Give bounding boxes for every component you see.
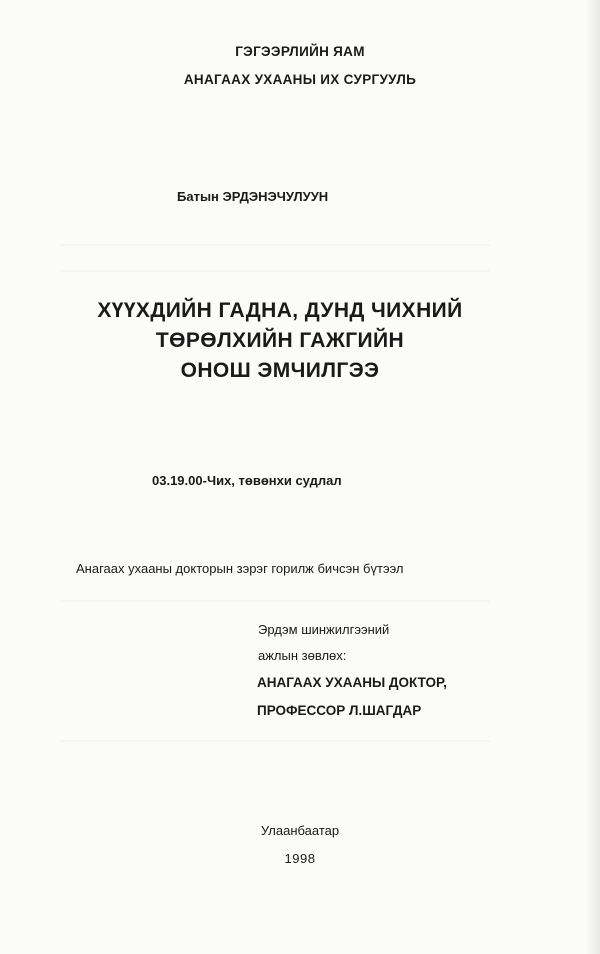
- specialty-name: -Чих, төвөнхи судлал: [202, 473, 342, 488]
- bleed-through-line: [60, 740, 490, 742]
- ministry-name: ГЭГЭЭРЛИЙН ЯАМ: [235, 44, 365, 59]
- thesis-title-line: ТӨРӨЛХИЙН ГАЖГИЙН: [155, 329, 405, 352]
- degree-statement: Анагаах ухааны докторын зэрэг горилж бичсэн бүтээл: [76, 561, 404, 576]
- advisor-label: ажлын зөвлөх:: [258, 648, 347, 663]
- place-of-publication: Улаанбаатар: [260, 823, 340, 838]
- bleed-through-line: [60, 270, 490, 272]
- page-edge-shadow: [586, 0, 600, 954]
- advisor-title: АНАГААХ УХААНЫ ДОКТОР,: [257, 675, 447, 690]
- bleed-through-line: [60, 600, 490, 602]
- bleed-through-line: [60, 244, 490, 246]
- thesis-title-line: ХҮҮХДИЙН ГАДНА, ДУНД ЧИХНИЙ: [97, 299, 463, 322]
- advisor-label: Эрдэм шинжилгээний: [258, 622, 390, 637]
- university-name: АНАГААХ УХААНЫ ИХ СУРГУУЛЬ: [183, 72, 417, 87]
- author-name: Батын ЭРДЭНЭЧУЛУУН: [177, 189, 329, 204]
- thesis-title: [50, 296, 510, 386]
- thesis-title-line: ОНОШ ЭМЧИЛГЭЭ: [180, 359, 380, 382]
- specialty-code: 03.19.00: [152, 473, 203, 488]
- advisor-name: ПРОФЕССОР Л.ШАГДАР: [257, 703, 422, 718]
- specialty: [152, 473, 342, 488]
- publication-year: 1998: [284, 851, 316, 866]
